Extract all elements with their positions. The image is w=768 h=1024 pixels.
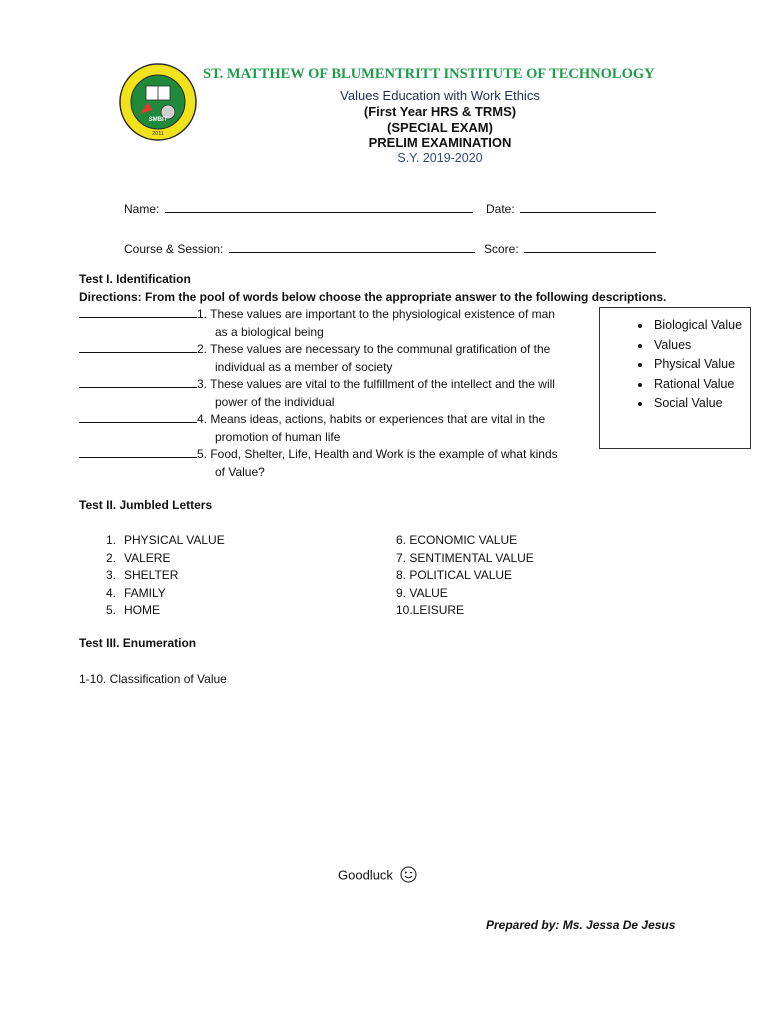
question-item: 4. Means ideas, actions, habits or experiences that are vital in the promotion of human life	[79, 411, 599, 446]
course-label: Course & Session:	[124, 242, 224, 256]
answer-blank[interactable]	[79, 446, 197, 458]
test3-item: 1-10. Classification of Value	[79, 672, 227, 686]
svg-text:SMBIT: SMBIT	[148, 117, 168, 123]
answer-blank[interactable]	[79, 376, 197, 388]
question-item: 1. These values are important to the physiological existence of man as a biological being	[79, 306, 599, 341]
score-field	[484, 240, 656, 256]
test2-title: Test II. Jumbled Letters	[79, 498, 213, 512]
course-blank[interactable]	[229, 240, 475, 253]
test3-title: Test III. Enumeration	[79, 636, 197, 650]
list-item: 5. HOME	[105, 603, 160, 618]
test1-questions	[79, 306, 599, 481]
word-pool-item: • Rational Value	[652, 375, 750, 395]
list-item: 7. SENTIMENTAL VALUE	[396, 550, 534, 565]
date-label: Date:	[486, 202, 515, 216]
question-item: 3. These values are vital to the fulfillment of the intellect and the will power of the individual	[79, 376, 599, 411]
list-item: 6. ECONOMIC VALUE	[396, 533, 518, 547]
school-year: S.Y. 2019-2020	[397, 151, 483, 165]
list-item: 10.LEISURE	[396, 603, 465, 618]
school-seal-icon	[118, 62, 198, 142]
svg-text:2011: 2011	[152, 131, 164, 137]
jumbled-left-list	[80, 532, 225, 620]
word-pool-item: • Values	[652, 336, 750, 356]
date-field	[486, 200, 656, 216]
name-field	[124, 200, 473, 216]
list-item: 8. POLITICAL VALUE	[396, 568, 513, 583]
list-item: 4. FAMILY	[105, 585, 166, 600]
score-label: Score:	[484, 242, 519, 256]
school-name: ST. MATTHEW OF BLUMENTRITT INSTITUTE OF TECHNOLOGY	[203, 66, 655, 82]
list-item: 1. PHYSICAL VALUE	[105, 533, 225, 547]
word-pool-box	[599, 307, 751, 449]
test1-title: Test I. Identification	[79, 272, 191, 286]
course-field	[124, 240, 475, 256]
exam-type-title: (SPECIAL EXAM)	[387, 120, 493, 135]
question-item: 2. These values are necessary to the communal gratification of the individual as a member of society	[79, 341, 599, 376]
score-blank[interactable]	[524, 240, 656, 253]
list-item: 9. VALUE	[396, 585, 448, 600]
exam-name-title: PRELIM EXAMINATION	[368, 135, 512, 150]
test1-directions: Directions: From the pool of words below choose the appropriate answer to the following descriptions.	[79, 290, 667, 304]
word-pool-item: • Physical Value	[652, 355, 750, 375]
name-label: Name:	[124, 202, 160, 216]
answer-blank[interactable]	[79, 411, 197, 423]
list-item: 3. SHELTER	[105, 568, 179, 583]
name-blank[interactable]	[165, 200, 473, 213]
word-pool-item: • Biological Value	[652, 316, 750, 336]
subject-title: Values Education with Work Ethics	[340, 88, 540, 103]
answer-blank[interactable]	[79, 341, 197, 353]
goodluck-text: Goodluck	[338, 866, 417, 886]
prepared-by: Prepared by: Ms. Jessa De Jesus	[486, 918, 676, 932]
word-pool-item: • Social Value	[652, 394, 750, 414]
question-item: 5. Food, Shelter, Life, Health and Work is the example of what kinds of Value?	[79, 446, 599, 481]
level-title: (First Year HRS & TRMS)	[363, 104, 517, 119]
wink-smiley-icon	[400, 866, 417, 886]
list-item: 2. VALERE	[105, 550, 171, 565]
answer-blank[interactable]	[79, 306, 197, 318]
jumbled-right-list	[396, 532, 534, 620]
date-blank[interactable]	[520, 200, 656, 213]
